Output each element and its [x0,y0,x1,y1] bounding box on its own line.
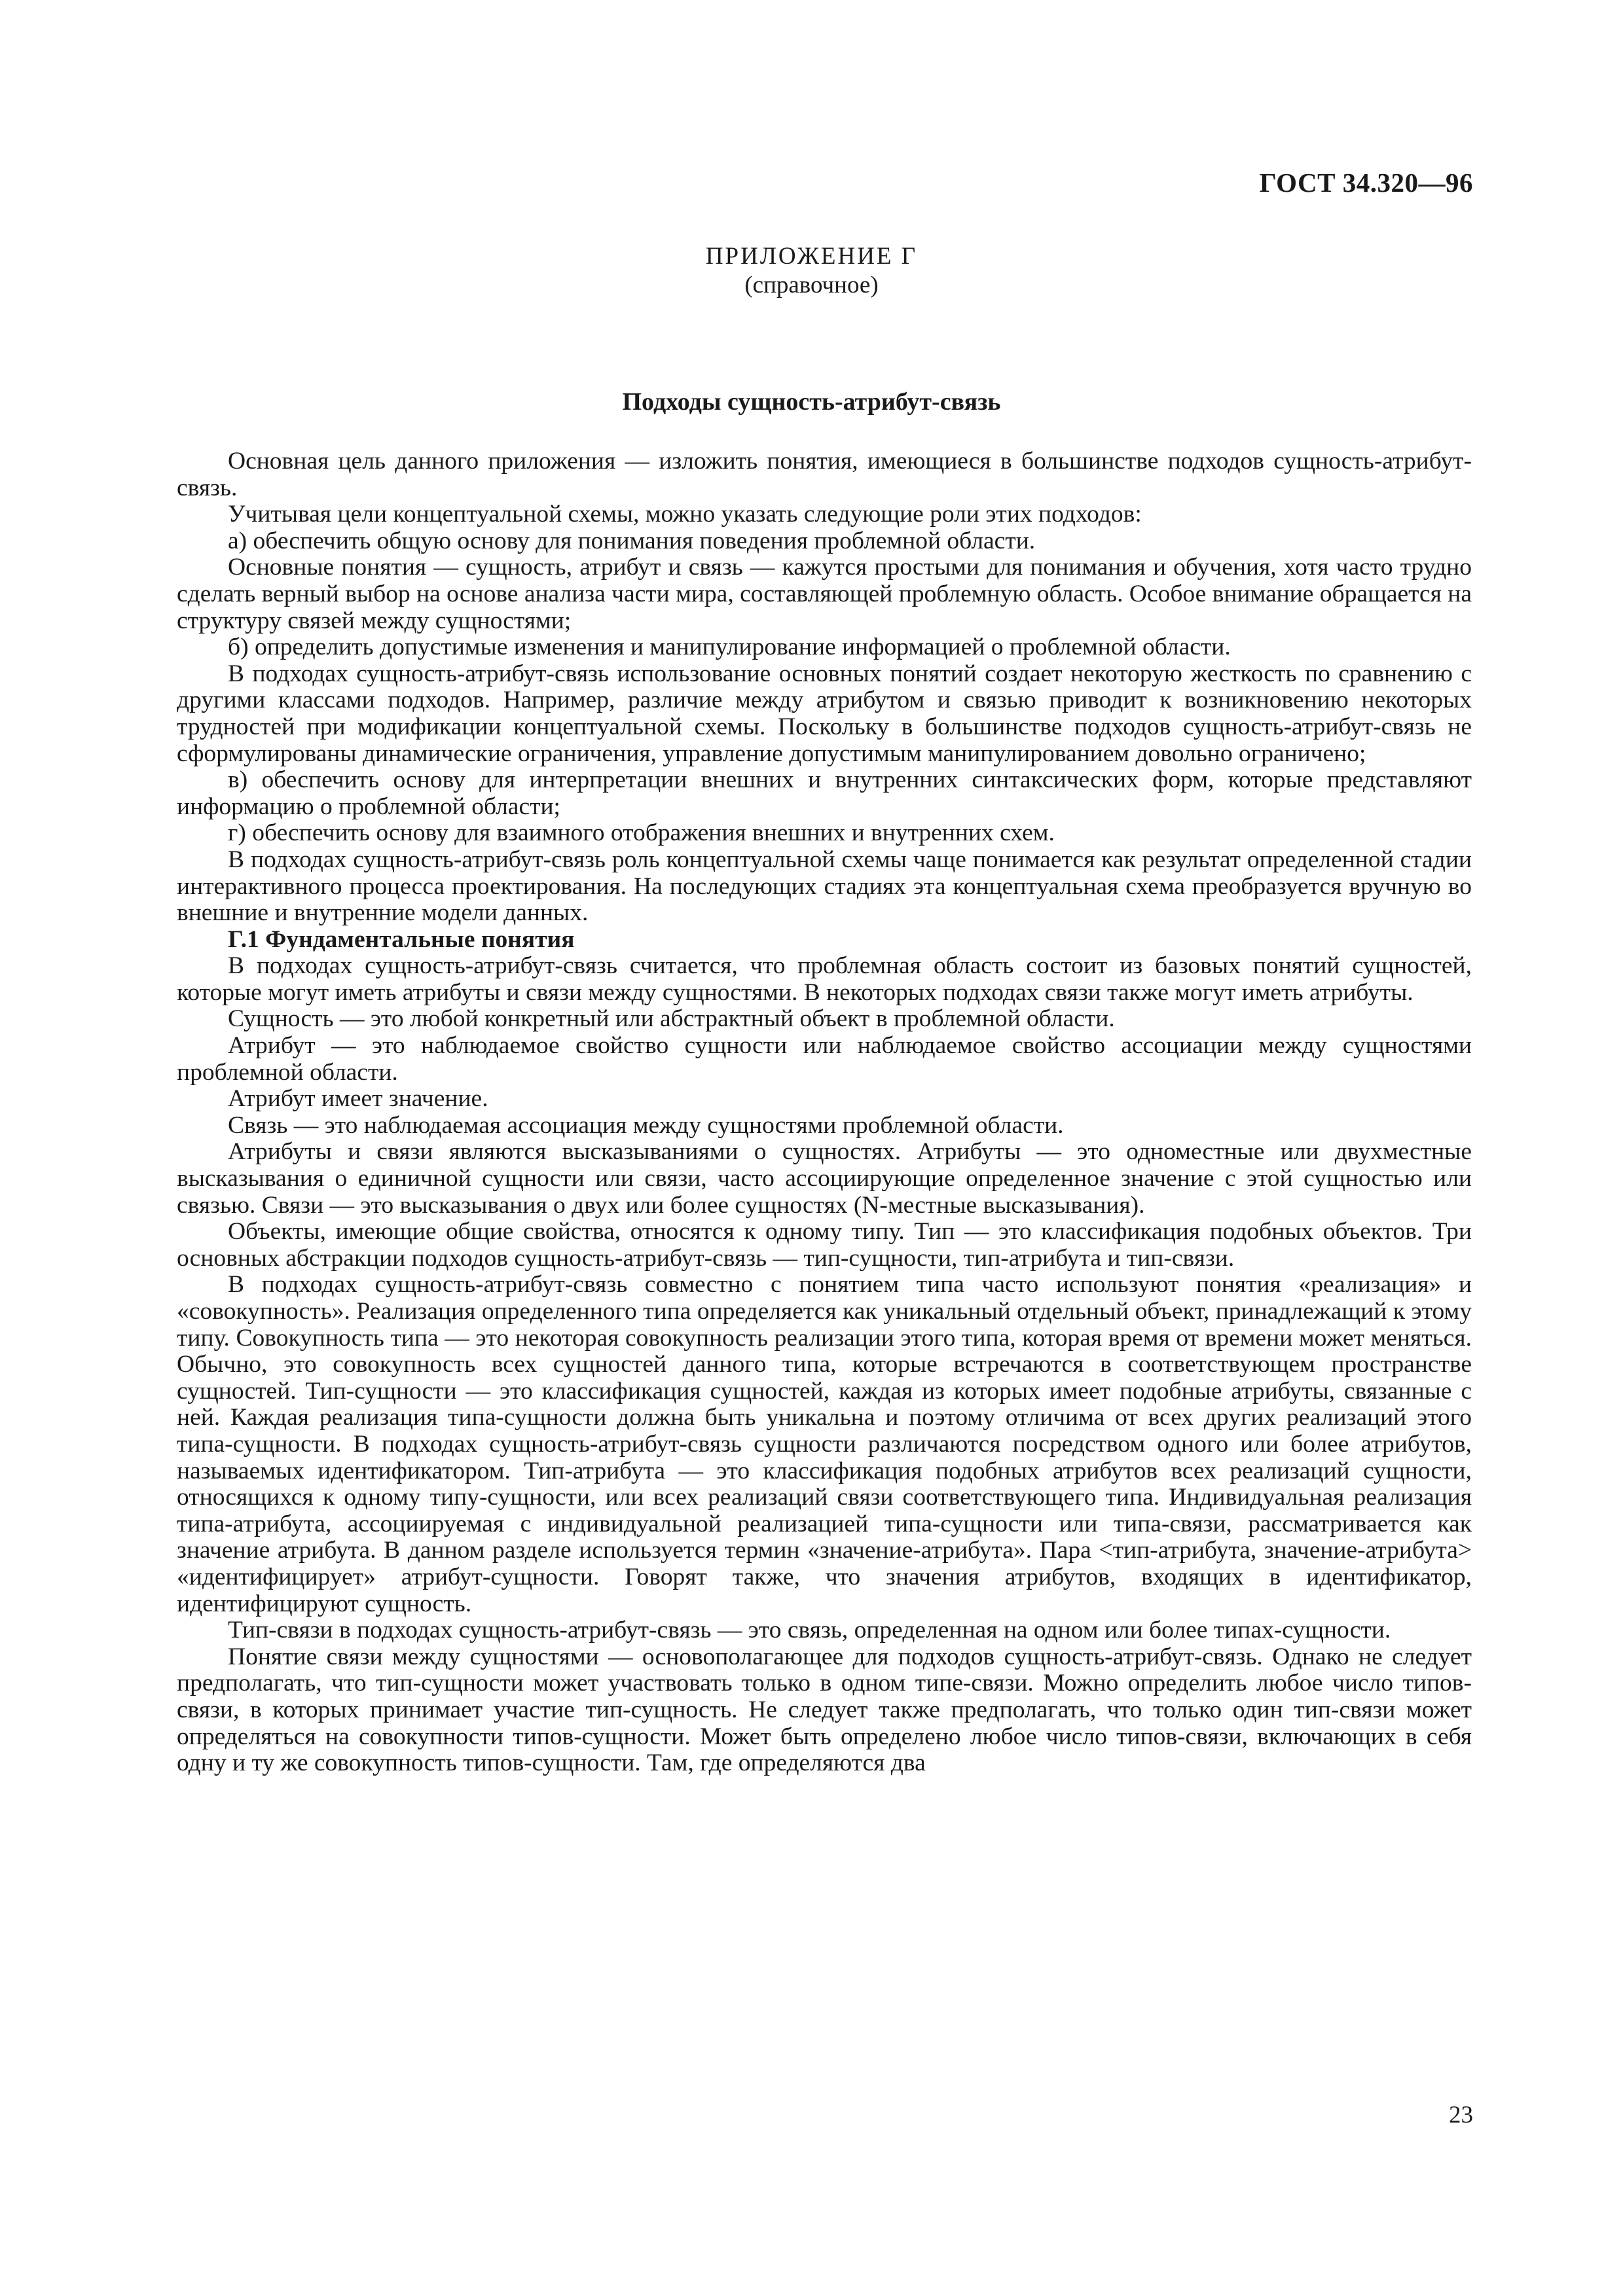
paragraph: б) определить допустимые изменения и манипулирование информацией о проблемной области. [228,634,1231,661]
paragraph: Атрибут имеет значение. [228,1085,488,1113]
paragraph: Сущность — это любой конкретный или абстрактный объект в проблемной области. [228,1005,1115,1033]
paragraph: а) обеспечить общую основу для понимания поведения проблемной области. [228,527,1036,554]
page-number: 23 [1449,2102,1473,2128]
paragraph: Объекты, имеющие общие свойства, относятся к одному типу. Тип — это классификация подобных объектов. Три основных абстракции подходов сущность-атрибут-связь — тип-сущности, тип-атрибута и тип-связи. [177,1218,1472,1272]
document-code: ГОСТ 34.320—96 [1259,168,1473,198]
paragraph: в) обеспечить основу для интерпретации внешних и внутренних синтаксических форм, которые представляют информацию о проблемной области; [177,766,1472,820]
paragraph: Основная цель данного приложения — изложить понятия, имеющиеся в большинстве подходов сущность-атрибут-связь. [177,448,1472,501]
appendix-title: ПРИЛОЖЕНИЕ Г [705,243,918,270]
paragraph: Атрибут — это наблюдаемое свойство сущности или наблюдаемое свойство ассоциации между сущностями проблемной области. [177,1032,1472,1086]
paragraph: г) обеспечить основу для взаимного отображения внешних и внутренних схем. [228,819,1055,847]
appendix-heading [0,242,1623,300]
appendix-subtitle: (справочное) [744,272,879,298]
paragraph: В подходах сущность-атрибут-связь роль концептуальной схемы чаще понимается как результат определенной стадии интерактивного процесса проектирования. На последующих стадиях эта концептуальная схема преобразуется вручную во внешние и внутренние модели данных. [177,846,1472,927]
paragraph: Атрибуты и связи являются высказываниями о сущностях. Атрибуты — это одноместные или двухместные высказывания о единичной сущности или связи, часто ассоциирующие определенное значение с этой сущностью или связью. Связи — это высказывания о двух или более сущностях (N-местные высказывания). [177,1138,1472,1219]
paragraph: В подходах сущность-атрибут-связь считается, что проблемная область состоит из базовых понятий сущностей, которые могут иметь атрибуты и связи между сущностями. В некоторых подходах связи также могут иметь атрибуты. [177,952,1472,1006]
paragraph: В подходах сущность-атрибут-связь использование основных понятий создает некоторую жесткость по сравнению с другими классами подходов. Например, различие между атрибутом и связью приводит к возникновению некоторых трудностей при модификации концептуальной схемы. Поскольку в большинстве подходов сущность-атрибут-связь не сформулированы динамические ограничения, управление допустимым манипулированием довольно ограничено; [177,660,1472,767]
paragraph: Тип-связи в подходах сущность-атрибут-связь — это связь, определенная на одном или более типах-сущности. [228,1617,1391,1644]
paragraph: Связь — это наблюдаемая ассоциация между сущностями проблемной области. [228,1111,1064,1139]
paragraph: В подходах сущность-атрибут-связь совместно с понятием типа часто используют понятия «реализация» и «совокупность». Реализация определенного типа определяется как уникальный отдельный объект, принадлежащий к этому типу. Совокупность типа — это некоторая совокупность реализации этого типа, которая время от времени может меняться. Обычно, это совокупность всех сущностей данного типа, которые встречаются в соответствующем пространстве сущностей. Тип-сущности — это классификация сущностей, каждая из которых имеет подобные атрибуты, связанные с ней. Каждая реализация типа-сущности должна быть уникальна и поэтому отличима от всех других реализаций этого типа-сущности. В подходах сущность-атрибут-связь сущности различаются посредством одного или более атрибутов, называемых идентификатором. Тип-атрибута — это классификация подобных атрибутов всех реализаций сущности, относящихся к одному типу-сущности, или всех реализаций связи соответствующего типа. Индивидуальная реализация типа-атрибута, ассоциируемая с индивидуальной реализацией типа-сущности или типа-связи, рассматривается как значение атрибута. В данном разделе используется термин «значение-атрибута». Пара <тип-атрибута, значение-атрибута> «идентифицирует» атрибут-сущности. Говорят также, что значения атрибутов, входящих в идентификатор, идентифицируют сущность. [177,1271,1472,1617]
paragraph: Учитывая цели концептуальной схемы, можно указать следующие роли этих подходов: [228,501,1142,528]
subsection-heading: Г.1 Фундаментальные понятия [228,925,575,953]
paragraph: Основные понятия — сущность, атрибут и связь — кажутся простыми для понимания и обучения, хотя часто трудно сделать верный выбор на основе анализа части мира, составляющей проблемную область. Особое внимание обращается на структуру связей между сущностями; [177,554,1472,634]
body-text [177,448,1472,1777]
paragraph: Понятие связи между сущностями — основополагающее для подходов сущность-атрибут-связь. Однако не следует предполагать, что тип-сущности может участвовать только в одном типе-связи. Можно определить любое число типов-связи, в которых принимает участие тип-сущность. Не следует также предполагать, что только один тип-связи может определяться на совокупности типов-сущности. Может быть определено любое число типов-связи, включающих в себя одну и ту же совокупность типов-сущности. Там, где определяются два [177,1643,1472,1777]
section-title: Подходы сущность-атрибут-связь [622,388,1001,416]
